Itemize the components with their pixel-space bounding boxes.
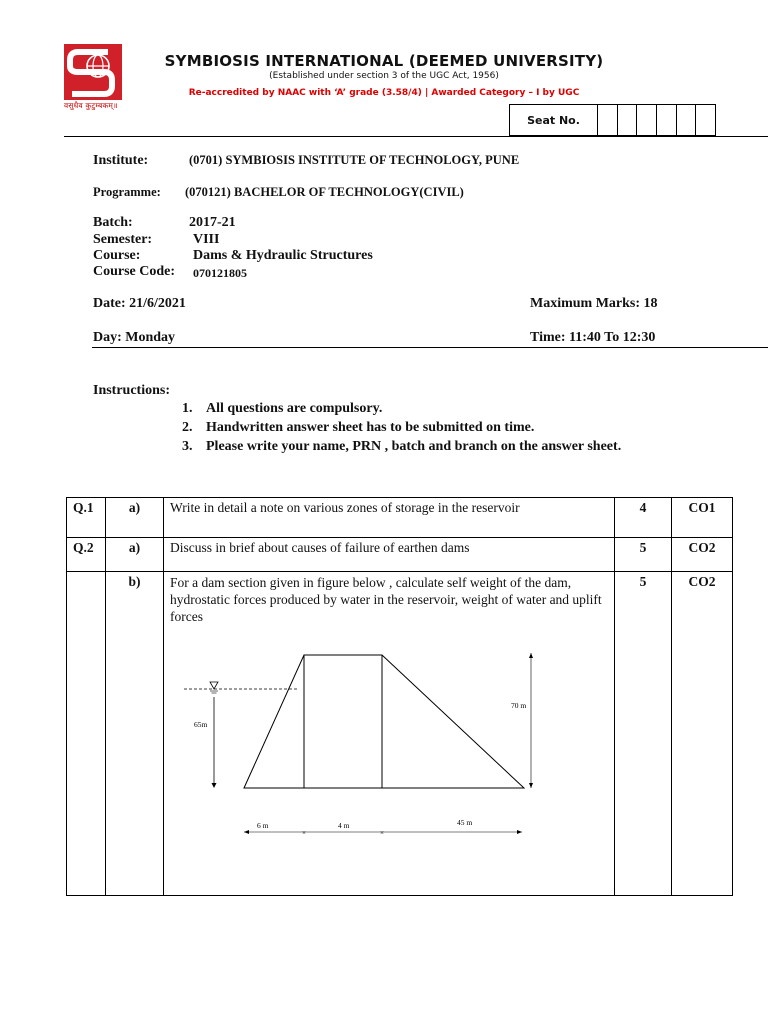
base-width-label: 6 m xyxy=(257,821,269,830)
header-divider xyxy=(64,136,768,137)
question-marks: 5 xyxy=(615,538,672,572)
dam-outline xyxy=(244,655,527,788)
sub-question-label: a) xyxy=(106,538,164,572)
programme-value: (070121) BACHELOR OF TECHNOLOGY(CIVIL) xyxy=(185,185,464,199)
symbiosis-logo-icon xyxy=(64,44,122,100)
water-level-triangle-icon xyxy=(210,682,218,693)
seat-digit-cell[interactable] xyxy=(696,105,715,135)
course-outcome: CO2 xyxy=(672,538,733,572)
dam-section-diagram xyxy=(174,653,534,843)
university-motto: वसुधैव कुटुम्बकम्॥ xyxy=(64,101,118,110)
semester-value: VIII xyxy=(193,232,220,247)
batch-label: Batch: xyxy=(93,215,133,230)
table-row xyxy=(67,572,733,896)
top-width-label: 4 m xyxy=(338,821,350,830)
establishment-note: (Established under section 3 of the UGC Act, 1956) xyxy=(269,71,499,81)
institute-label: Institute: xyxy=(93,153,149,168)
seat-digit-cell[interactable] xyxy=(637,105,657,135)
table-row xyxy=(67,498,733,538)
dim-tick: × xyxy=(302,829,306,837)
question-marks: 4 xyxy=(615,498,672,538)
exam-day: Day: Monday xyxy=(93,330,176,345)
course-outcome: CO2 xyxy=(672,572,733,896)
dam-height-label: 70 m xyxy=(511,701,527,710)
sub-question-label: b) xyxy=(106,572,164,896)
course-label: Course: xyxy=(93,248,141,263)
seat-number-label: Seat No. xyxy=(510,105,598,135)
arrow-up-icon xyxy=(529,653,533,658)
seat-number-box xyxy=(509,104,716,136)
question-marks: 5 xyxy=(615,572,672,896)
arrow-left-icon xyxy=(244,830,249,834)
questions-table xyxy=(66,497,733,896)
batch-value: 2017-21 xyxy=(189,215,236,230)
programme-label: Programme: xyxy=(93,185,161,199)
seat-digit-cell[interactable] xyxy=(657,105,677,135)
course-code-value: 070121805 xyxy=(193,266,247,280)
arrow-down-icon xyxy=(529,783,533,788)
question-number: Q.2 xyxy=(67,538,106,572)
question-number xyxy=(67,572,106,896)
table-row xyxy=(67,538,733,572)
sub-question-label: a) xyxy=(106,498,164,538)
instruction-item: 3. Please write your name, PRN , batch and branch on the answer sheet. xyxy=(182,439,622,454)
question-text: For a dam section given in figure below , calculate self weight of the dam, hydrostatic forces produced by water in the reservoir, weight of water and uplift forces xyxy=(170,575,602,624)
course-value: Dams & Hydraulic Structures xyxy=(193,248,373,263)
instructions-list xyxy=(182,401,621,458)
details-divider xyxy=(92,347,768,348)
course-code-label: Course Code: xyxy=(93,264,176,279)
downstream-width-label: 45 m xyxy=(457,818,473,827)
question-cell xyxy=(164,572,615,896)
instructions-title: Instructions: xyxy=(93,383,171,398)
question-number: Q.1 xyxy=(67,498,106,538)
exam-date: Date: 21/6/2021 xyxy=(93,296,186,311)
seat-digit-cell[interactable] xyxy=(598,105,618,135)
question-text: Write in detail a note on various zones of storage in the reservoir xyxy=(164,498,615,538)
dim-tick: × xyxy=(380,829,384,837)
seat-digit-cell[interactable] xyxy=(677,105,697,135)
question-text: Discuss in brief about causes of failure of earthen dams xyxy=(164,538,615,572)
arrow-right-icon xyxy=(517,830,522,834)
maximum-marks: Maximum Marks: 18 xyxy=(530,296,658,311)
accreditation-note: Re-accredited by NAAC with ‘A’ grade (3.58/4) | Awarded Category – I by UGC xyxy=(188,88,580,98)
seat-digit-cell[interactable] xyxy=(618,105,638,135)
institute-value: (0701) SYMBIOSIS INSTITUTE OF TECHNOLOGY, PUNE xyxy=(189,153,520,167)
instruction-item: 1. All questions are compulsory. xyxy=(182,401,383,416)
university-name: SYMBIOSIS INTERNATIONAL (DEEMED UNIVERSITY) xyxy=(164,52,604,70)
water-depth-label: 65m xyxy=(194,720,208,729)
instruction-item: 2. Handwritten answer sheet has to be submitted on time. xyxy=(182,420,535,435)
arrow-down-icon xyxy=(212,783,217,788)
exam-time: Time: 11:40 To 12:30 xyxy=(530,330,656,345)
course-outcome: CO1 xyxy=(672,498,733,538)
semester-label: Semester: xyxy=(93,232,153,247)
